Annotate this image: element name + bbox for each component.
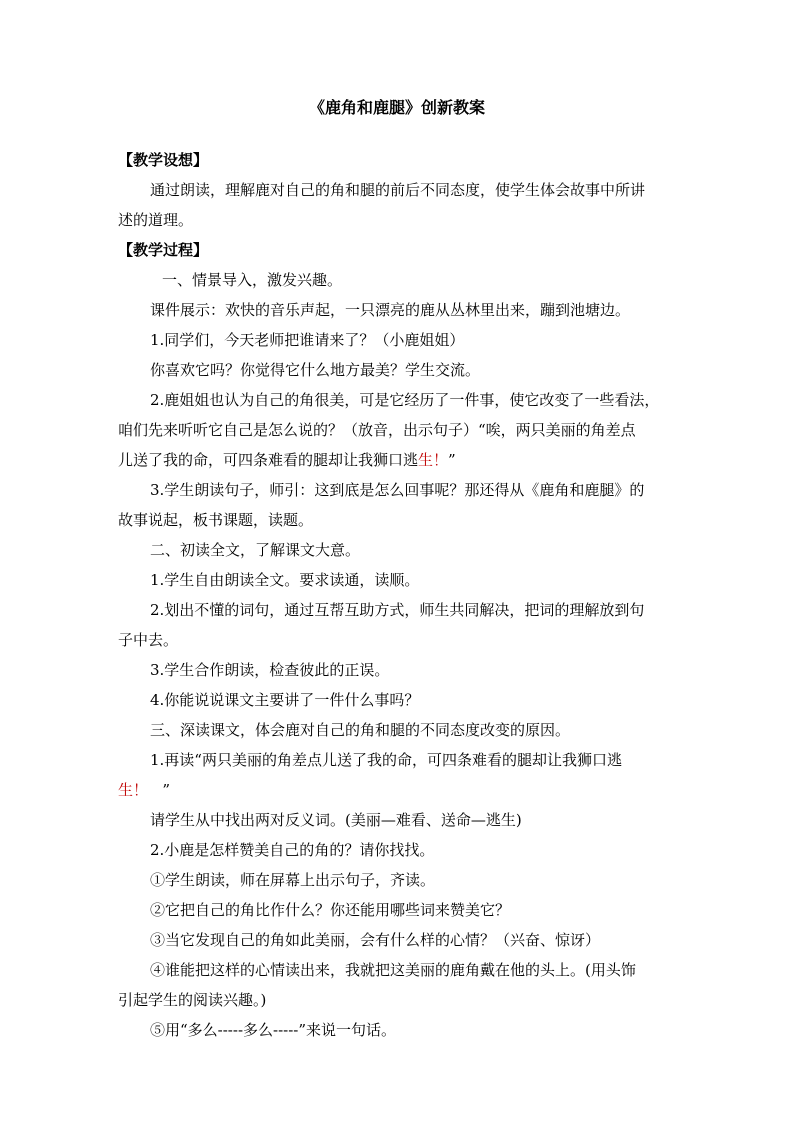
paragraph-line: 1.再读“两只美丽的角差点儿送了我的命，可四条难看的腿却让我狮口逃 <box>150 751 622 769</box>
document-body <box>118 145 678 1045</box>
paragraph-line: 子中去。 <box>118 631 179 649</box>
paragraph-line: 引起学生的阅读兴趣。) <box>118 991 267 1009</box>
highlight-text: 生！ <box>118 781 149 799</box>
paragraph-line: 1.学生自由朗读全文。要求读通，读顺。 <box>150 571 420 589</box>
paragraph-line: 通过朗读，理解鹿对自己的角和腿的前后不同态度，使学生体会故事中所讲 <box>150 181 646 199</box>
paragraph-line: 2.鹿姐姐也认为自己的角很美，可是它经历了一件事，使它改变了一些看法， <box>150 391 660 409</box>
paragraph-line <box>118 445 678 475</box>
paragraph-line: 故事说起，板书课题，读题。 <box>118 511 314 529</box>
section-heading-process: 【教学过程】 <box>118 241 209 259</box>
step-heading: 三、深读课文，体会鹿对自己的角和腿的不同态度改变的原因。 <box>150 721 571 739</box>
paragraph-line: 你喜欢它吗？你觉得它什么地方最美？学生交流。 <box>150 361 481 379</box>
text-run: ” <box>448 451 456 469</box>
paragraph-line: 3.学生朗读句子，师引：这到底是怎么回事呢？那还得从《鹿角和鹿腿》的 <box>150 481 645 499</box>
paragraph-line: 1.同学们，今天老师把谁请来了？（小鹿姐姐） <box>150 331 465 349</box>
section-heading-design: 【教学设想】 <box>118 151 209 169</box>
paragraph-line: 4.你能说说课文主要讲了一件什么事吗？ <box>150 691 420 709</box>
paragraph-line: 3.学生合作朗读，检查彼此的正误。 <box>150 661 390 679</box>
highlight-text: 生！ <box>418 451 449 469</box>
paragraph-line: ③当它发现自己的角如此美丽，会有什么样的心情？（兴奋、惊讶） <box>150 931 601 949</box>
text-run: 儿送了我的命，可四条难看的腿却让我狮口逃 <box>118 451 419 469</box>
step-heading: 二、初读全文，了解课文大意。 <box>150 541 361 559</box>
paragraph-line: 2.划出不懂的词句，通过互帮互助方式，师生共同解决，把词的理解放到句 <box>150 601 645 619</box>
paragraph-line: 课件展示：欢快的音乐声起，一只漂亮的鹿从丛林里出来，蹦到池塘边。 <box>150 301 631 319</box>
step-heading: 一、情景导入，激发兴趣。 <box>162 271 343 289</box>
paragraph-line: 述的道理。 <box>118 211 194 229</box>
paragraph-line <box>118 775 678 805</box>
document-title: 《鹿角和鹿腿》创新教案 <box>308 98 485 117</box>
text-run: ” <box>162 781 170 799</box>
paragraph-line: 2.小鹿是怎样赞美自己的角的？请你找找。 <box>150 841 435 859</box>
paragraph-line: 请学生从中找出两对反义词。(美丽—难看、送命—逃生) <box>150 811 522 829</box>
paragraph-line: ②它把自己的角比作什么？你还能用哪些词来赞美它？ <box>150 901 511 919</box>
paragraph-line: ⑤用“多么-----多么-----”来说一句话。 <box>150 1021 397 1039</box>
paragraph-line: ①学生朗读，师在屏幕上出示句子，齐读。 <box>150 871 436 889</box>
paragraph-line: ④谁能把这样的心情读出来，我就把这美丽的鹿角戴在他的头上。(用头饰 <box>150 961 636 979</box>
paragraph-line: 咱们先来听听它自己是怎么说的？（放音，出示句子）“唉，两只美丽的角差点 <box>118 421 636 439</box>
